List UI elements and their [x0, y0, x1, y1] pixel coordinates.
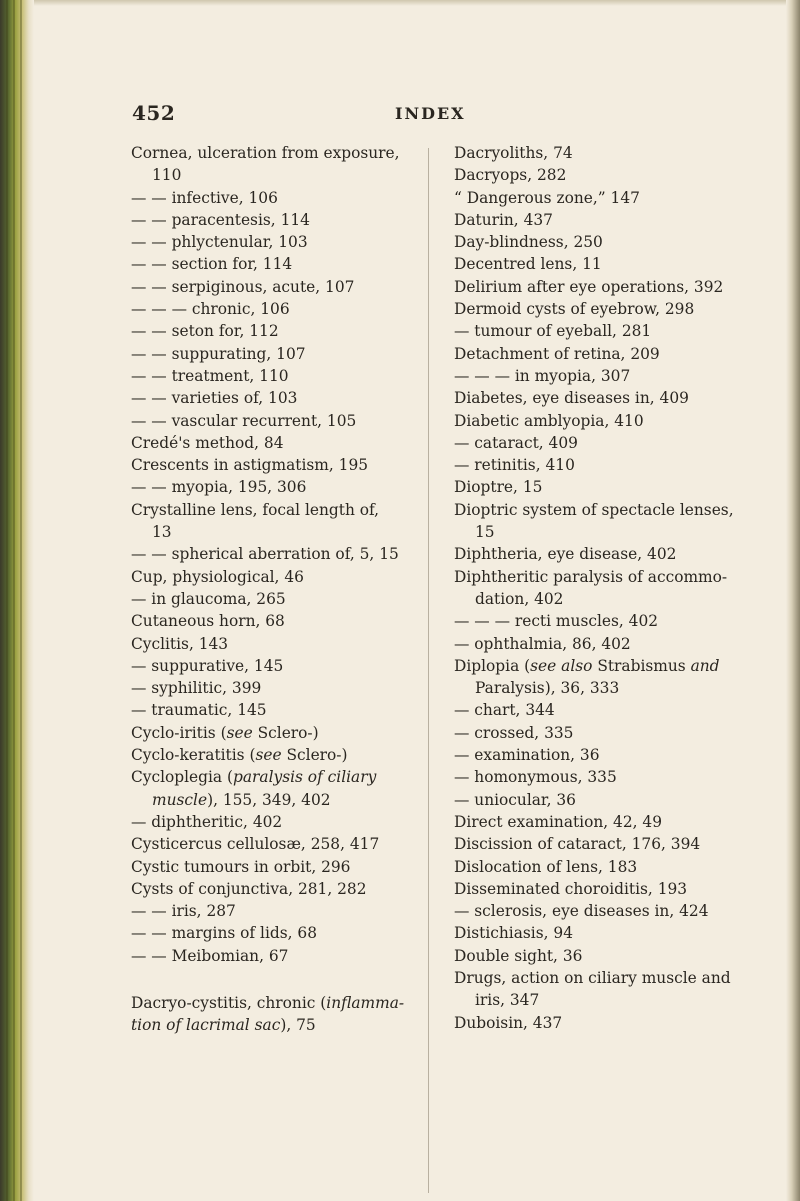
index-entry: — traumatic, 145 — [131, 701, 267, 720]
index-entry: — sclerosis, eye diseases in, 424 — [454, 902, 709, 921]
index-entry: Diphtheritic paralysis of accommo- — [454, 567, 728, 586]
page-right-edge — [786, 0, 800, 1201]
index-entry: Cysticercus cellulosæ, 258, 417 — [131, 835, 380, 854]
index-entry: — tumour of eyeball, 281 — [454, 322, 652, 341]
book-binding-edge — [0, 0, 34, 1201]
index-entry: — crossed, 335 — [454, 723, 574, 742]
index-entry: Dislocation of lens, 183 — [454, 857, 638, 876]
index-entry: 15 — [475, 523, 495, 542]
page-header — [100, 101, 660, 125]
index-entry: — syphilitic, 399 — [131, 679, 262, 698]
index-entry: Cyclo-iritis (see Sclero-) — [131, 723, 319, 742]
page-top-edge — [0, 0, 800, 6]
index-entry: Disseminated choroiditis, 193 — [454, 879, 688, 898]
index-entry: muscle), 155, 349, 402 — [152, 790, 331, 809]
index-entry: tion of lacrimal sac), 75 — [131, 1016, 316, 1035]
index-entry: Diabetes, eye diseases in, 409 — [454, 389, 689, 408]
index-entry: Cyclitis, 143 — [131, 634, 229, 653]
index-entry: Cup, physiological, 46 — [131, 567, 304, 586]
index-entry: Crystalline lens, focal length of, — [131, 500, 380, 519]
index-entry: — — margins of lids, 68 — [131, 924, 317, 943]
index-entry: Cyclo-keratitis (see Sclero-) — [131, 746, 348, 765]
index-entry: — — spherical aberration of, 5, 15 — [131, 545, 399, 564]
index-entry: — in glaucoma, 265 — [131, 589, 286, 608]
index-entry: — diphtheritic, 402 — [131, 812, 283, 831]
index-entry: — — iris, 287 — [131, 902, 236, 921]
index-entry: Diabetic amblyopia, 410 — [454, 411, 644, 430]
index-entry: — — phlyctenular, 103 — [131, 233, 308, 252]
index-entry: Daturin, 437 — [454, 210, 553, 229]
index-entry: Delirium after eye operations, 392 — [454, 277, 724, 296]
index-entry: — — treatment, 110 — [131, 366, 289, 385]
index-column-right — [454, 142, 784, 1034]
index-entry: — retinitis, 410 — [454, 456, 575, 475]
index-entry: Credé's method, 84 — [131, 433, 284, 452]
index-entry: Duboisin, 437 — [454, 1013, 563, 1032]
index-entry: Dacryoliths, 74 — [454, 144, 573, 162]
index-entry: “ Dangerous zone,” 147 — [454, 188, 640, 207]
index-entry: Crescents in astigmatism, 195 — [131, 456, 369, 475]
index-entry: Dacryo-cystitis, chronic (inflamma- — [131, 993, 405, 1012]
index-entry: dation, 402 — [475, 589, 564, 608]
index-entry: Direct examination, 42, 49 — [454, 812, 663, 831]
index-entry: Discission of cataract, 176, 394 — [454, 835, 701, 854]
index-entry: Diphtheria, eye disease, 402 — [454, 545, 677, 564]
index-entry: — — — in myopia, 307 — [454, 366, 631, 385]
index-entry: Dacryops, 282 — [454, 166, 567, 185]
index-entry: iris, 347 — [475, 991, 540, 1010]
index-entry: — — — chronic, 106 — [131, 300, 290, 319]
index-entry: 110 — [152, 166, 182, 185]
index-entry: Detachment of retina, 209 — [454, 344, 660, 363]
index-entry: — — myopia, 195, 306 — [131, 478, 307, 497]
index-column-left — [131, 142, 431, 1037]
index-entry: — examination, 36 — [454, 746, 600, 765]
index-entry: — — suppurating, 107 — [131, 344, 306, 363]
index-entry: Day-blindness, 250 — [454, 233, 603, 252]
index-entry: Dioptre, 15 — [454, 478, 543, 497]
index-entry: Dermoid cysts of eyebrow, 298 — [454, 300, 695, 319]
index-entry: — — Meibomian, 67 — [131, 946, 289, 965]
index-entry: — — — recti muscles, 402 — [454, 612, 659, 631]
index-entry: — — section for, 114 — [131, 255, 293, 274]
index-entry: Cornea, ulceration from exposure, — [131, 144, 400, 162]
page-number: 452 — [132, 101, 176, 125]
index-entry: Decentred lens, 11 — [454, 255, 602, 274]
index-entry: — — paracentesis, 114 — [131, 210, 310, 229]
index-entry: — suppurative, 145 — [131, 656, 284, 675]
index-entry: Dioptric system of spectacle lenses, — [454, 500, 734, 519]
index-entry: Cystic tumours in orbit, 296 — [131, 857, 351, 876]
index-entry: Cycloplegia (paralysis of ciliary — [131, 768, 377, 787]
index-entry: — cataract, 409 — [454, 433, 578, 452]
index-entry: — — varieties of, 103 — [131, 389, 298, 408]
index-entry: 13 — [152, 523, 172, 542]
index-entry: Double sight, 36 — [454, 946, 583, 965]
index-entry: — — vascular recurrent, 105 — [131, 411, 357, 430]
index-entry: Cutaneous horn, 68 — [131, 612, 285, 631]
index-entry: — ophthalmia, 86, 402 — [454, 634, 631, 653]
index-entry: — chart, 344 — [454, 701, 555, 720]
index-entry: Cysts of conjunctiva, 281, 282 — [131, 879, 367, 898]
index-entry: — — seton for, 112 — [131, 322, 279, 341]
index-entry: — uniocular, 36 — [454, 790, 576, 809]
running-head: INDEX — [395, 104, 466, 123]
index-entry: Diplopia (see also Strabismus and — [454, 656, 720, 675]
index-entry: — homonymous, 335 — [454, 768, 617, 787]
index-entry: — — infective, 106 — [131, 188, 278, 207]
index-entry: — — serpiginous, acute, 107 — [131, 277, 355, 296]
index-entry: Distichiasis, 94 — [454, 924, 573, 943]
index-entry: Drugs, action on ciliary muscle and — [454, 968, 731, 987]
index-entry: Paralysis), 36, 333 — [475, 679, 620, 698]
